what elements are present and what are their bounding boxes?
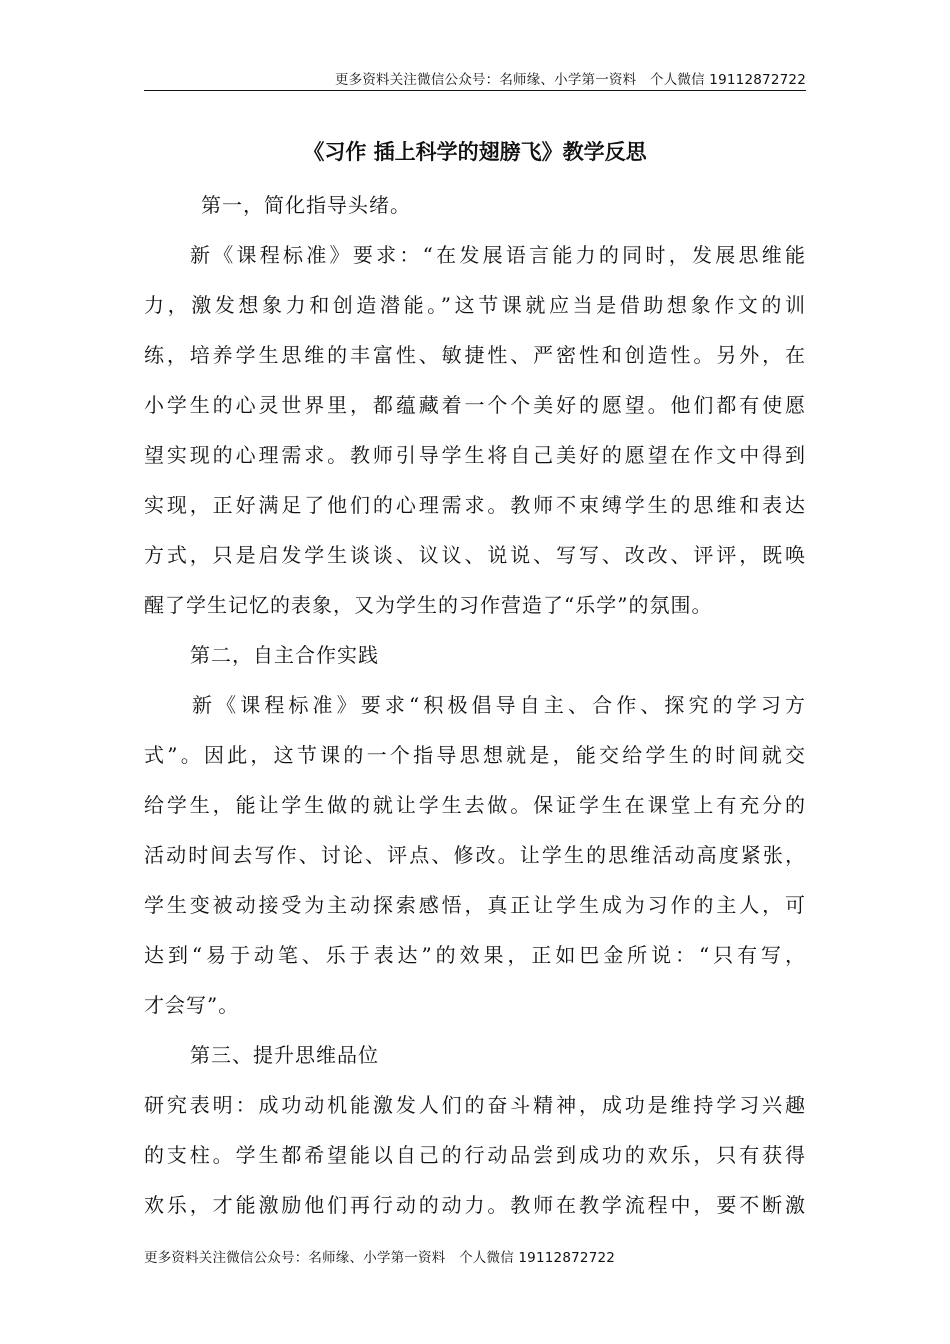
paragraph-line: 给学生，能让学生做的就让学生去做。保证学生在课堂上有充分的 [144, 793, 806, 817]
paragraph-line: 新《课程标准》要求“积极倡导自主、合作、探究的学习方 [192, 693, 806, 717]
paragraph-line: 新《课程标准》要求：“在发展语言能力的同时，发展思维能 [190, 243, 806, 267]
paragraph-line: 才会写”。 [144, 993, 240, 1017]
paragraph-line: 练，培养学生思维的丰富性、敏捷性、严密性和创造性。另外，在 [144, 343, 806, 367]
paragraph-line: 望实现的心理需求。教师引导学生将自己美好的愿望在作文中得到 [144, 443, 806, 467]
page-footer: 更多资料关注微信公众号：名师缘、小学第一资料 个人微信 19112872722 [144, 1250, 616, 1266]
paragraph-line: 活动时间去写作、讨论、评点、修改。让学生的思维活动高度紧张， [144, 843, 806, 867]
section-heading-2: 第二，自主合作实践 [190, 643, 379, 667]
section-heading-1: 第一，简化指导头绪。 [201, 193, 411, 217]
paragraph-line: 方式，只是启发学生谈谈、议议、说说、写写、改改、评评，既唤 [144, 543, 806, 567]
header-text: 更多资料关注微信公众号：名师缘、小学第一资料 个人微信 19112872722 [334, 72, 806, 88]
paragraph-line: 醒了学生记忆的表象，又为学生的习作营造了“乐学”的氛围。 [144, 593, 713, 617]
paragraph-line: 式”。因此，这节课的一个指导思想就是，能交给学生的时间就交 [144, 743, 806, 767]
document-body [144, 180, 806, 1230]
paragraph-line: 小学生的心灵世界里，都蕴藏着一个个美好的愿望。他们都有使愿 [144, 393, 806, 417]
paragraph-line: 力，激发想象力和创造潜能。”这节课就应当是借助想象作文的训 [144, 293, 806, 317]
paragraph-line: 实现，正好满足了他们的心理需求。教师不束缚学生的思维和表达 [144, 493, 806, 517]
paragraph-line: 欢乐，才能激励他们再行动的动力。教师在教学流程中，要不断激 [144, 1193, 806, 1217]
paragraph-line: 学生变被动接受为主动探索感悟，真正让学生成为习作的主人，可 [144, 893, 806, 917]
section-heading-3: 第三、提升思维品位 [190, 1043, 379, 1067]
paragraph-line: 达到“易于动笔、乐于表达”的效果，正如巴金所说：“只有写， [144, 943, 806, 967]
page-header [144, 66, 806, 91]
paragraph-line: 的支柱。学生都希望能以自己的行动品尝到成功的欢乐，只有获得 [144, 1143, 806, 1167]
document-title: 《习作 插上科学的翅膀飞》教学反思 [303, 140, 647, 164]
paragraph-line: 研究表明：成功动机能激发人们的奋斗精神，成功是维持学习兴趣 [144, 1093, 806, 1117]
